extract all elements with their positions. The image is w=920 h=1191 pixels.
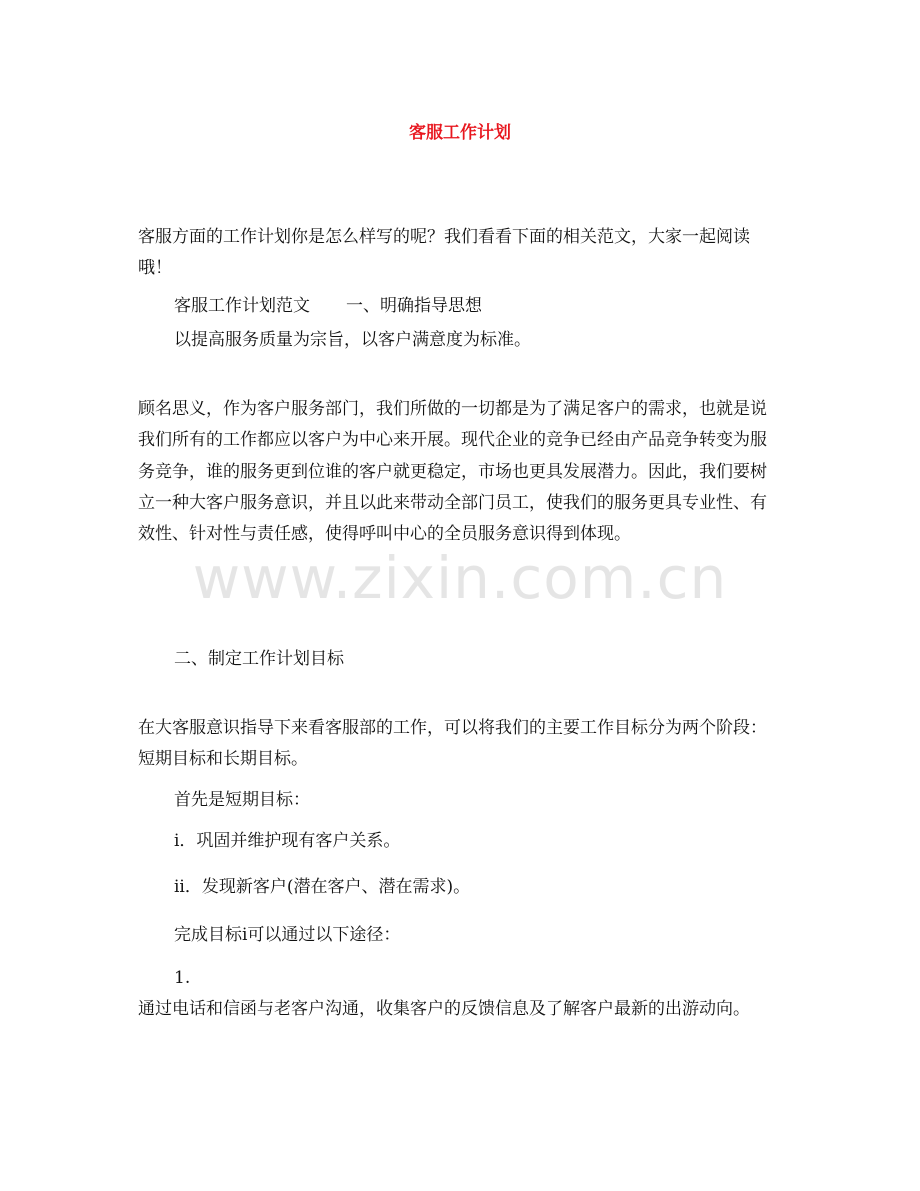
item1-number: 1. [174,968,191,988]
section2-heading: 二、制定工作计划目标 [174,649,344,669]
sample-label: 客服工作计划范文 [174,296,310,316]
intro-paragraph: 客服方面的工作计划你是怎么样写的呢？我们看看下面的相关范文，大家一起阅读哦！ [138,227,750,279]
goal-i: i．巩固并维护现有客户关系。 [174,831,401,851]
section2-body: 在大客服意识指导下来看客服部的工作，可以将我们的主要工作目标分为两个阶段：短期目标和长期目标。 [138,718,767,770]
document-title: 客服工作计划 [409,123,511,143]
section1-line: 以提高服务质量为宗旨，以客户满意度为标准。 [174,330,531,350]
goal-i-means: 完成目标i可以通过以下途径： [174,925,401,945]
section1-heading: 一、明确指导思想 [346,296,482,316]
item1-text: 通过电话和信函与老客户沟通，收集客户的反馈信息及了解客户最新的出游动向。 [138,999,750,1019]
watermark: www.zixin.com.cn [192,544,728,612]
short-term-label: 首先是短期目标： [174,790,310,810]
goal-ii: ii．发现新客户(潜在客户、潜在需求)。 [174,877,471,897]
sample-heading-line [174,291,783,322]
section1-body: 顾名思义，作为客户服务部门，我们所做的一切都是为了满足客户的需求，也就是说我们所有的工作都应以客户为中心来开展。现代企业的竞争已经由产品竞争转变为服务竞争，谁的服务更到位谁的客户就更稳定，市场也更具发展潜力。因此，我们要树立一种大客户服务意识，并且以此来带动全部门员工，使我们的服务更具专业性、有效性、针对性与责任感，使得呼叫中心的全员服务意识得到体现。 [138,399,767,545]
